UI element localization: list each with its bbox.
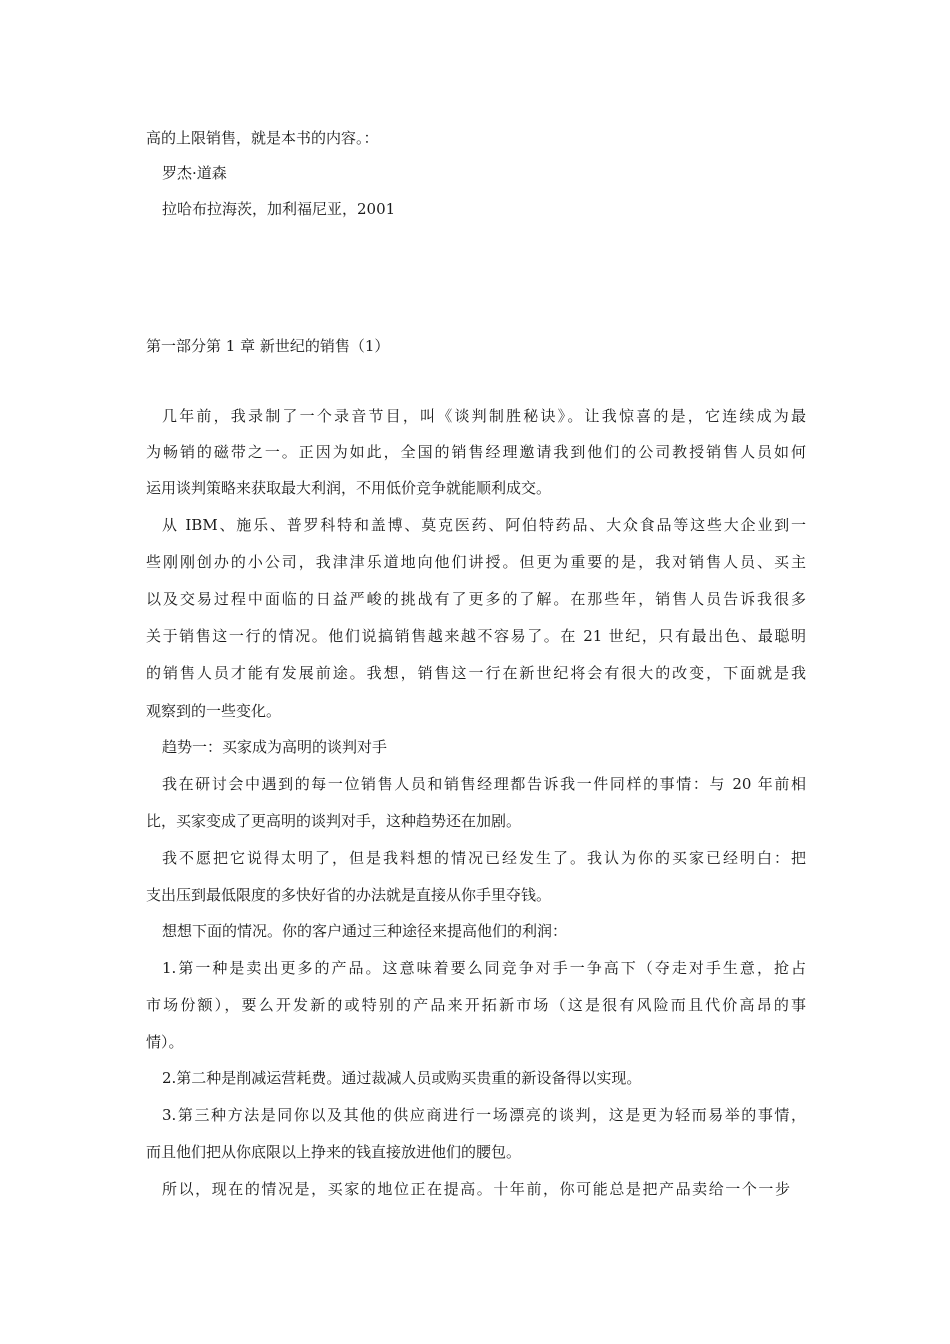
chapter-heading: 第一部分第 1 章 新世纪的销售（1）: [146, 337, 390, 355]
section-heading: 趋势一：买家成为高明的谈判对手: [162, 738, 388, 756]
body-line: 比，买家变成了更高明的谈判对手，这种趋势还在加剧。: [146, 812, 522, 830]
body-line: 为畅销的磁带之一。正因为如此，全国的销售经理邀请我到他们的公司教授销售人员如何: [146, 443, 806, 461]
list-item: 3.第三种方法是同你以及其他的供应商进行一场漂亮的谈判，这是更为轻而易举的事情，: [162, 1106, 806, 1124]
list-item-continued: 而且他们把从你底限以上挣来的钱直接放进他们的腰包。: [146, 1143, 522, 1161]
body-line: 想想下面的情况。你的客户通过三种途径来提高他们的利润：: [162, 922, 568, 940]
body-line: 支出压到最低限度的多快好省的办法就是直接从你手里夺钱。: [146, 886, 552, 904]
body-line: 我不愿把它说得太明了，但是我料想的情况已经发生了。我认为你的买家已经明白：把: [162, 849, 806, 867]
body-line: 以及交易过程中面临的日益严峻的挑战有了更多的了解。在那些年，销售人员告诉我很多: [146, 590, 806, 608]
list-item: 1.第一种是卖出更多的产品。这意味着要么同竞争对手一争高下（夺走对手生意，抢占: [162, 959, 806, 977]
body-line: 观察到的一些变化。: [146, 702, 282, 720]
body-line: 的销售人员才能有发展前途。我想，销售这一行在新世纪将会有很大的改变，下面就是我: [146, 664, 806, 682]
body-line: 些刚刚创办的小公司，我津津乐道地向他们讲授。但更为重要的是，我对销售人员、买主: [146, 553, 806, 571]
intro-closing-line: 高的上限销售，就是本书的内容。：: [146, 129, 379, 147]
list-item-continued: 市场份额），要么开发新的或特别的产品来开拓新市场（这是很有风险而且代价高昂的事: [146, 996, 806, 1014]
list-item-continued: 情）。: [146, 1033, 184, 1051]
body-line: 从 IBM、施乐、普罗科特和盖博、莫克医药、阿伯特药品、大众食品等这些大企业到一: [162, 516, 806, 534]
body-line: 运用谈判策略来获取最大利润，不用低价竞争就能顺利成交。: [146, 479, 552, 497]
body-line: 关于销售这一行的情况。他们说搞销售越来越不容易了。在 21 世纪，只有最出色、最聪明: [146, 627, 806, 645]
place-date: 拉哈布拉海茨，加利福尼亚，2001: [162, 200, 396, 218]
list-item: 2.第二种是削减运营耗费。通过裁减人员或购买贵重的新设备得以实现。: [162, 1069, 642, 1087]
author-signature: 罗杰·道森: [162, 164, 227, 182]
body-line: 我在研讨会中遇到的每一位销售人员和销售经理都告诉我一件同样的事情：与 20 年前相: [162, 775, 806, 793]
body-line: 几年前，我录制了一个录音节目，叫《谈判制胜秘诀》。让我惊喜的是，它连续成为最: [162, 407, 806, 425]
body-line: 所以，现在的情况是，买家的地位正在提高。十年前，你可能总是把产品卖给一个一步: [162, 1180, 790, 1198]
